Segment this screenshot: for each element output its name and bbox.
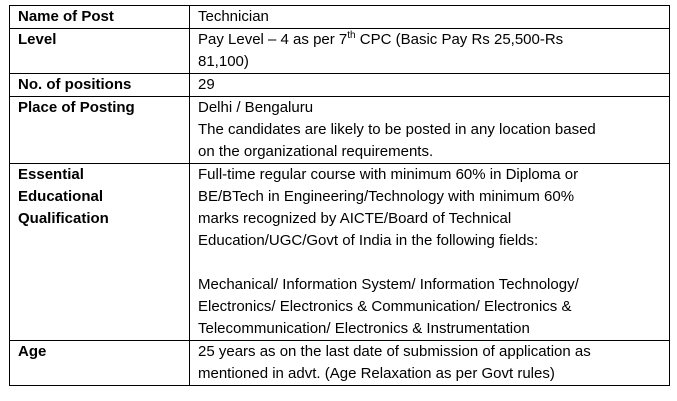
age-value [190, 341, 670, 386]
age-label: Age [10, 341, 190, 386]
age-line-1: 25 years as on the last date of submission of application as [198, 343, 591, 360]
qualification-p1-line-3: marks recognized by AICTE/Board of Technical [198, 210, 512, 227]
qualification-value [190, 164, 670, 341]
place-line-1: Delhi / Bengaluru [198, 99, 314, 116]
qualification-label-line-2: Educational [18, 188, 104, 205]
qualification-p1-line-1: Full-time regular course with minimum 60% in Diploma or [198, 166, 579, 183]
qualification-paragraph-gap [198, 252, 663, 274]
name-of-post-label: Name of Post [10, 6, 190, 29]
place-of-posting-label: Place of Posting [10, 97, 190, 164]
job-details-table [9, 5, 670, 386]
qualification-p2-line-1: Mechanical/ Information System/ Information Technology/ [198, 276, 579, 293]
table-row-level [10, 29, 670, 74]
level-line-1 [198, 29, 663, 51]
table-row-age [10, 341, 670, 386]
place-of-posting-value [190, 97, 670, 164]
qualification-p1-line-2: BE/BTech in Engineering/Technology with minimum 60% [198, 188, 575, 205]
positions-label: No. of positions [10, 74, 190, 97]
age-line-2: mentioned in advt. (Age Relaxation as per Govt rules) [198, 365, 555, 382]
level-superscript: th [347, 30, 356, 41]
qualification-label-line-3: Qualification [18, 210, 109, 227]
table-row-qualification [10, 164, 670, 341]
level-text-before-sup: Pay Level – 4 as per 7 [198, 31, 348, 48]
positions-value: 29 [190, 74, 670, 97]
name-of-post-value: Technician [190, 6, 670, 29]
place-line-2: The candidates are likely to be posted in any location based [198, 121, 596, 138]
qualification-p2-line-3: Telecommunication/ Electronics & Instrumentation [198, 320, 530, 337]
level-text-after-sup: CPC (Basic Pay Rs 25,500-Rs [355, 31, 564, 48]
qualification-label [10, 164, 190, 341]
level-value [190, 29, 670, 74]
qualification-p1-line-4: Education/UGC/Govt of India in the following fields: [198, 232, 539, 249]
table-row-place-of-posting [10, 97, 670, 164]
qualification-p2-line-2: Electronics/ Electronics & Communication/ Electronics & [198, 298, 572, 315]
place-line-3: on the organizational requirements. [198, 143, 434, 160]
qualification-label-line-1: Essential [18, 166, 84, 183]
table-row-positions [10, 74, 670, 97]
level-line-2: 81,100) [198, 53, 249, 70]
table-row-name-of-post [10, 6, 670, 29]
level-label: Level [10, 29, 190, 74]
